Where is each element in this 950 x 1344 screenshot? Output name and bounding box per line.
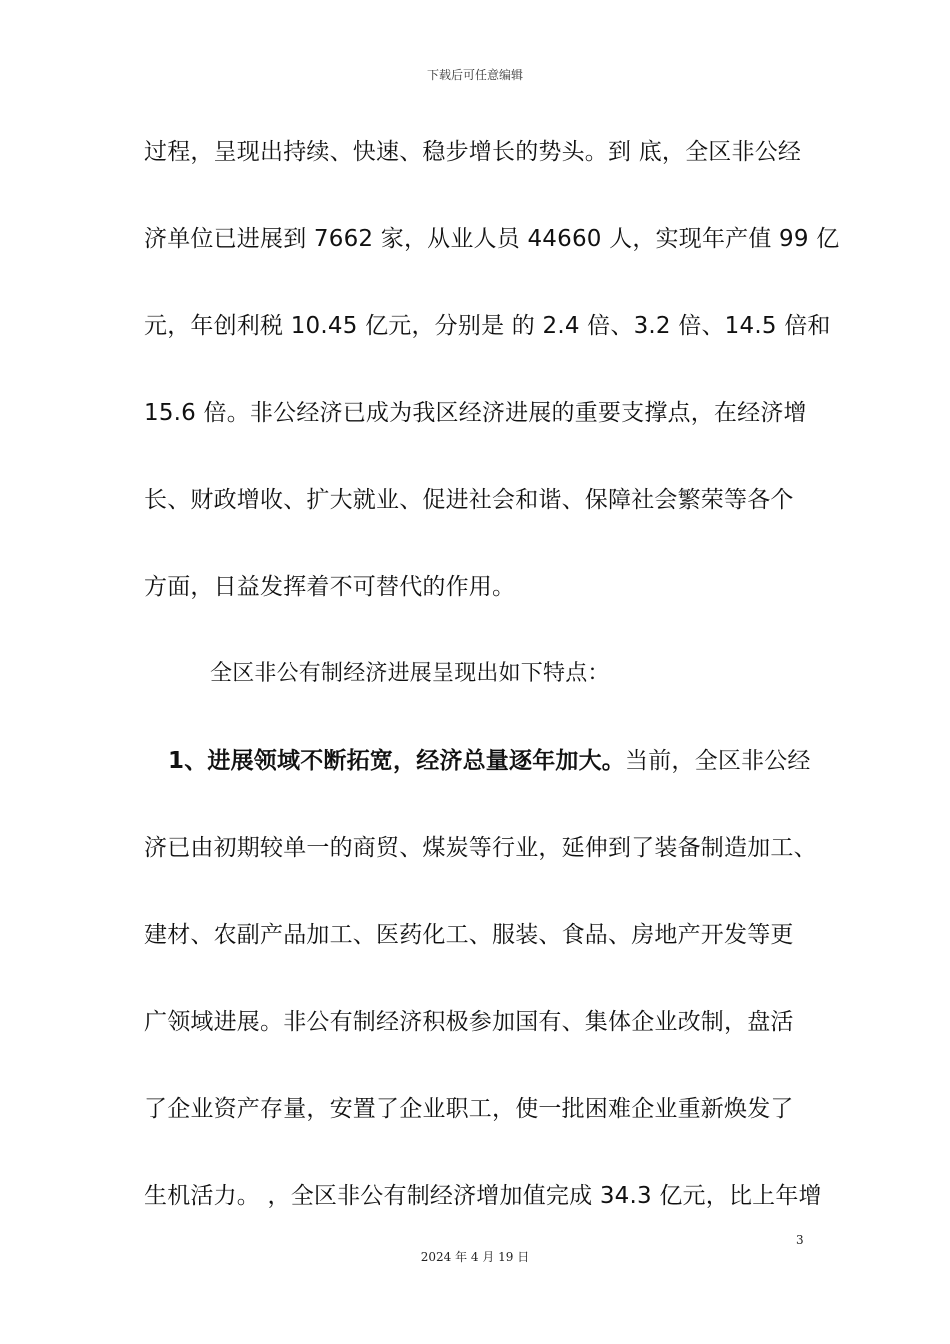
point-heading: 1、进展领域不断拓宽，经济总量逐年加大。 (168, 748, 626, 774)
text-line: 了企业资产存量，安置了企业职工，使一批困难企业重新焕发了 (144, 1096, 794, 1122)
text-line: 15.6 倍。非公经济已成为我区经济进展的重要支撑点，在经济增 (144, 400, 807, 426)
text-line: 方面，日益发挥着不可替代的作用。 (144, 574, 516, 600)
text-line: 广领域进展。非公有制经济积极参加国有、集体企业改制，盘活 (144, 1009, 794, 1035)
page-number: 3 (796, 1233, 804, 1247)
text-line: 生机活力。 ，全区非公有制经济增加值完成 34.3 亿元，比上年增 (144, 1183, 822, 1209)
text-line: 济单位已进展到 7662 家，从业人员 44660 人，实现年产值 99 亿 (144, 226, 840, 252)
text-line: 建材、农副产品加工、医药化工、服装、食品、房地产开发等更 (144, 922, 794, 948)
text-line: 济已由初期较单一的商贸、煤炭等行业，延伸到了装备制造加工、 (144, 835, 817, 861)
text-line: 长、财政增收、扩大就业、促进社会和谐、保障社会繁荣等各个 (144, 487, 794, 513)
page-header: 下载后可任意编辑 (426, 68, 523, 82)
text-line: 元，年创利税 10.45 亿元，分别是 的 2.4 倍、3.2 倍、14.5 倍和 (144, 313, 831, 339)
text-line: 过程，呈现出持续、快速、稳步增长的势头。到 底，全区非公经 (144, 139, 802, 165)
document-body (144, 126, 840, 1257)
point-text: 当前，全区非公经 (625, 748, 811, 774)
footer-date: 2024 年 4 月 19 日 (420, 1250, 530, 1264)
section-intro: 全区非公有制经济进展呈现出如下特点： (210, 661, 610, 686)
point-heading-line (144, 735, 834, 822)
